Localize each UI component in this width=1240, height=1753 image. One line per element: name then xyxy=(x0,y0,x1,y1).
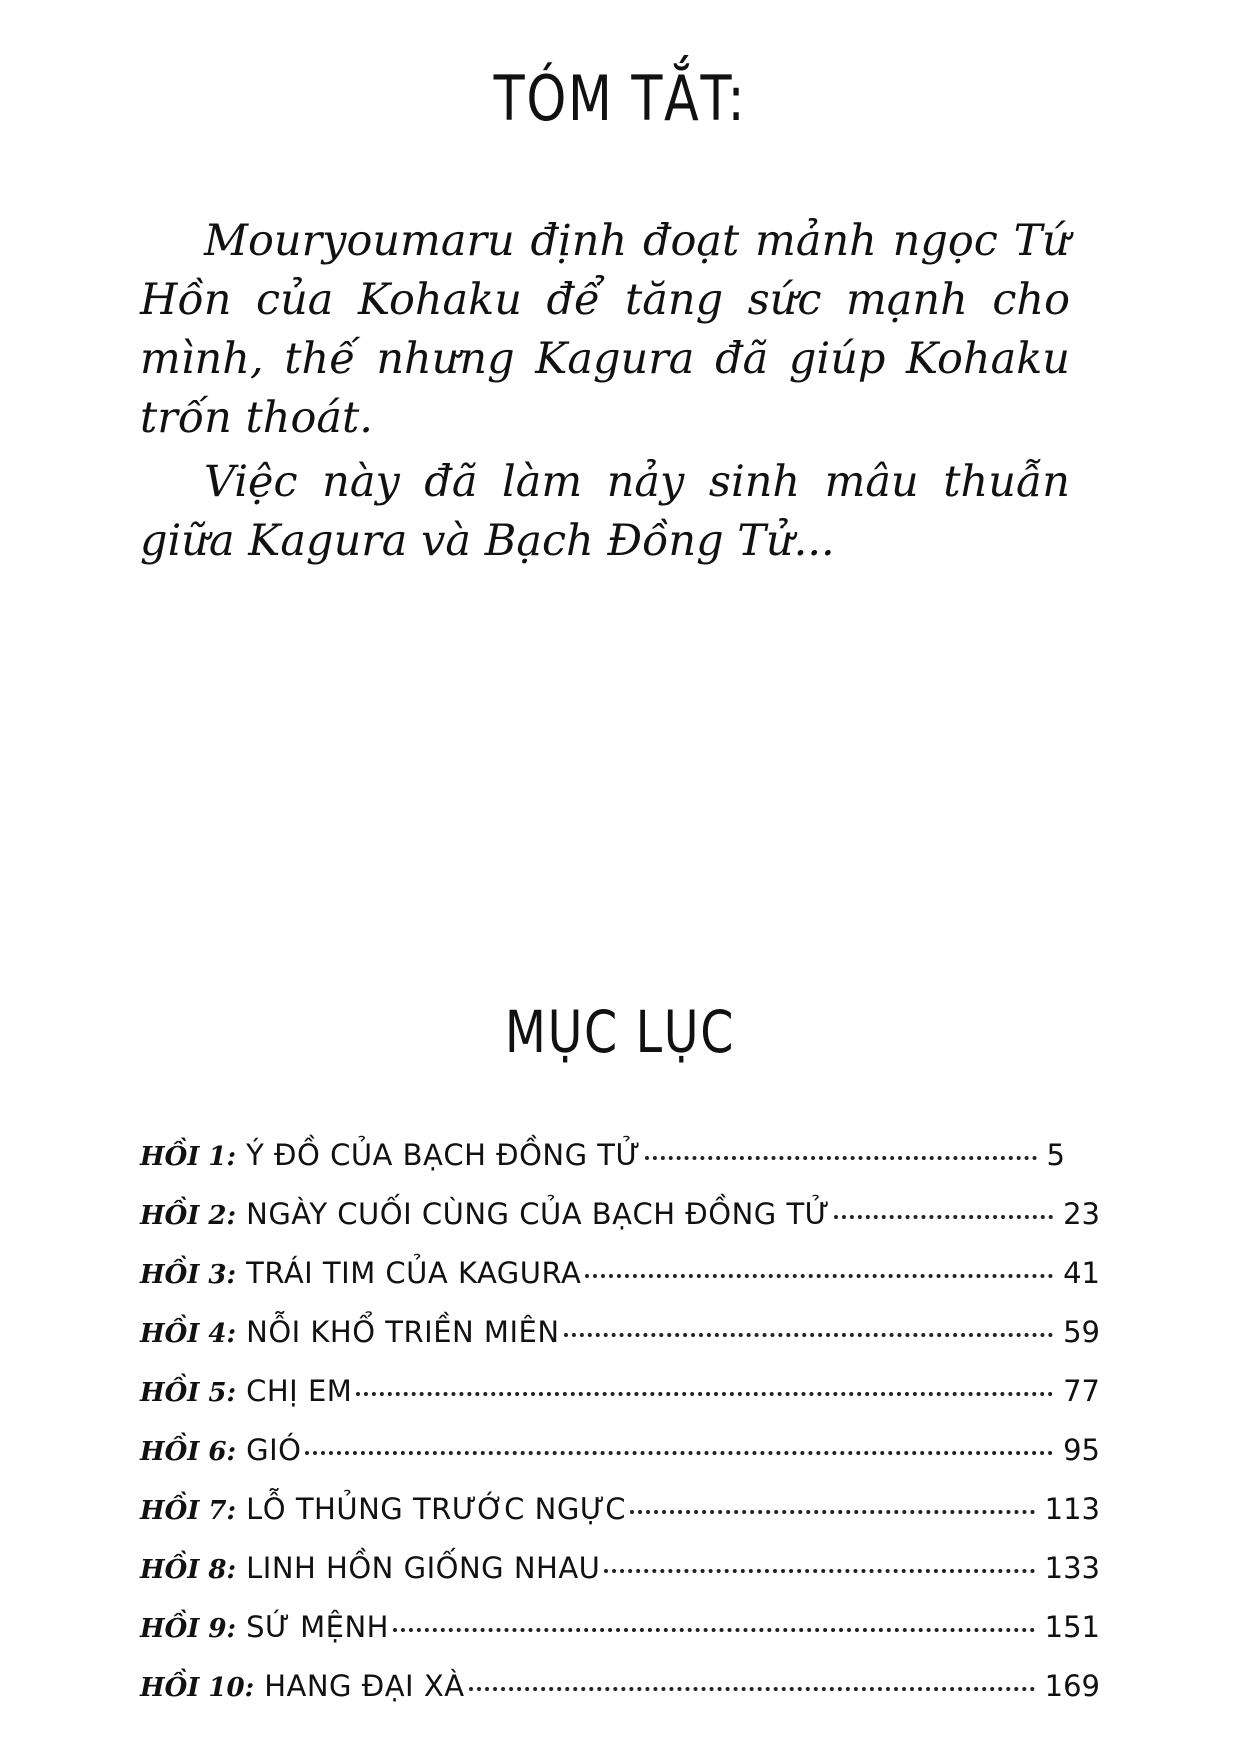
toc-chapter-name: NGÀY CUỐI CÙNG CỦA BẠCH ĐỒNG TỬ xyxy=(246,1197,831,1231)
toc-leader-dots xyxy=(305,1451,1053,1455)
toc-entry xyxy=(140,1669,1100,1728)
toc-chapter-name: CHỊ EM xyxy=(246,1374,353,1408)
toc-chapter-label: HỒI 6: xyxy=(140,1437,237,1467)
toc-page-number: 169 xyxy=(1044,1669,1100,1703)
toc-chapter-name: LỖ THỦNG TRƯỚC NGỰC xyxy=(246,1492,626,1526)
toc-chapter-name: NỖI KHỔ TRIỀN MIÊN xyxy=(246,1315,560,1349)
toc-leader-dots xyxy=(585,1274,1053,1278)
toc-page-number: 133 xyxy=(1044,1551,1100,1585)
toc-chapter-label: HỒI 9: xyxy=(140,1614,237,1644)
toc-entry xyxy=(140,1492,1100,1551)
toc-chapter-label: HỒI 3: xyxy=(140,1260,237,1290)
toc-leader-dots xyxy=(645,1156,1037,1160)
toc-page-number: 151 xyxy=(1044,1610,1100,1644)
toc-page-number: 5 xyxy=(1046,1138,1065,1172)
toc-chapter-label: HỒI 7: xyxy=(140,1496,237,1526)
toc-chapter-name: SỨ MỆNH xyxy=(246,1610,389,1644)
toc-entry xyxy=(140,1138,1065,1197)
toc-leader-dots xyxy=(356,1392,1053,1396)
toc-page-number: 95 xyxy=(1063,1433,1100,1467)
summary-title: TÓM TẮT: xyxy=(493,62,747,135)
toc-chapter-label: HỒI 10: xyxy=(140,1673,255,1703)
toc-page-number: 113 xyxy=(1044,1492,1100,1526)
toc-entry xyxy=(140,1315,1100,1374)
toc-leader-dots xyxy=(604,1569,1034,1573)
toc-entry xyxy=(140,1610,1100,1669)
toc-page-number: 59 xyxy=(1063,1315,1100,1349)
toc-entry xyxy=(140,1551,1100,1610)
summary-paragraph: Việc này đã làm nảy sinh mâu thuẫn giữa Kagura và Bạch Đồng Tử... xyxy=(140,457,1070,566)
toc-page-number: 23 xyxy=(1063,1197,1100,1231)
toc-entry xyxy=(140,1374,1100,1433)
summary-paragraph: Mouryoumaru định đoạt mảnh ngọc Tứ Hồn của Kohaku để tăng sức mạnh cho mình, thế nhưng Kagura đã giúp Kohaku trốn thoát. xyxy=(140,216,1070,443)
toc-chapter-label: HỒI 1: xyxy=(140,1142,237,1172)
toc-chapter-name: Ý ĐỒ CỦA BẠCH ĐỒNG TỬ xyxy=(246,1138,641,1172)
toc-entry xyxy=(140,1433,1100,1492)
toc-leader-dots xyxy=(564,1333,1054,1337)
toc-page-number: 41 xyxy=(1063,1256,1100,1290)
toc-chapter-name: HANG ĐẠI XÀ xyxy=(264,1669,465,1703)
toc-chapter-name: LINH HỒN GIỐNG NHAU xyxy=(246,1551,601,1585)
toc-title: MỤC LỤC xyxy=(504,998,736,1066)
toc-chapter-label: HỒI 4: xyxy=(140,1319,237,1349)
toc-entry xyxy=(140,1197,1100,1256)
toc-chapter-label: HỒI 8: xyxy=(140,1555,237,1585)
table-of-contents xyxy=(140,1138,1100,1728)
toc-chapter-name: TRÁI TIM CỦA KAGURA xyxy=(246,1256,582,1290)
toc-chapter-label: HỒI 2: xyxy=(140,1201,237,1231)
toc-entry xyxy=(140,1256,1100,1315)
toc-chapter-name: GIÓ xyxy=(246,1433,302,1467)
toc-leader-dots xyxy=(393,1628,1035,1632)
toc-leader-dots xyxy=(630,1510,1035,1514)
toc-leader-dots xyxy=(834,1215,1053,1219)
summary-text xyxy=(140,212,1070,576)
toc-leader-dots xyxy=(469,1687,1035,1691)
toc-page-number: 77 xyxy=(1063,1374,1100,1408)
toc-chapter-label: HỒI 5: xyxy=(140,1378,237,1408)
